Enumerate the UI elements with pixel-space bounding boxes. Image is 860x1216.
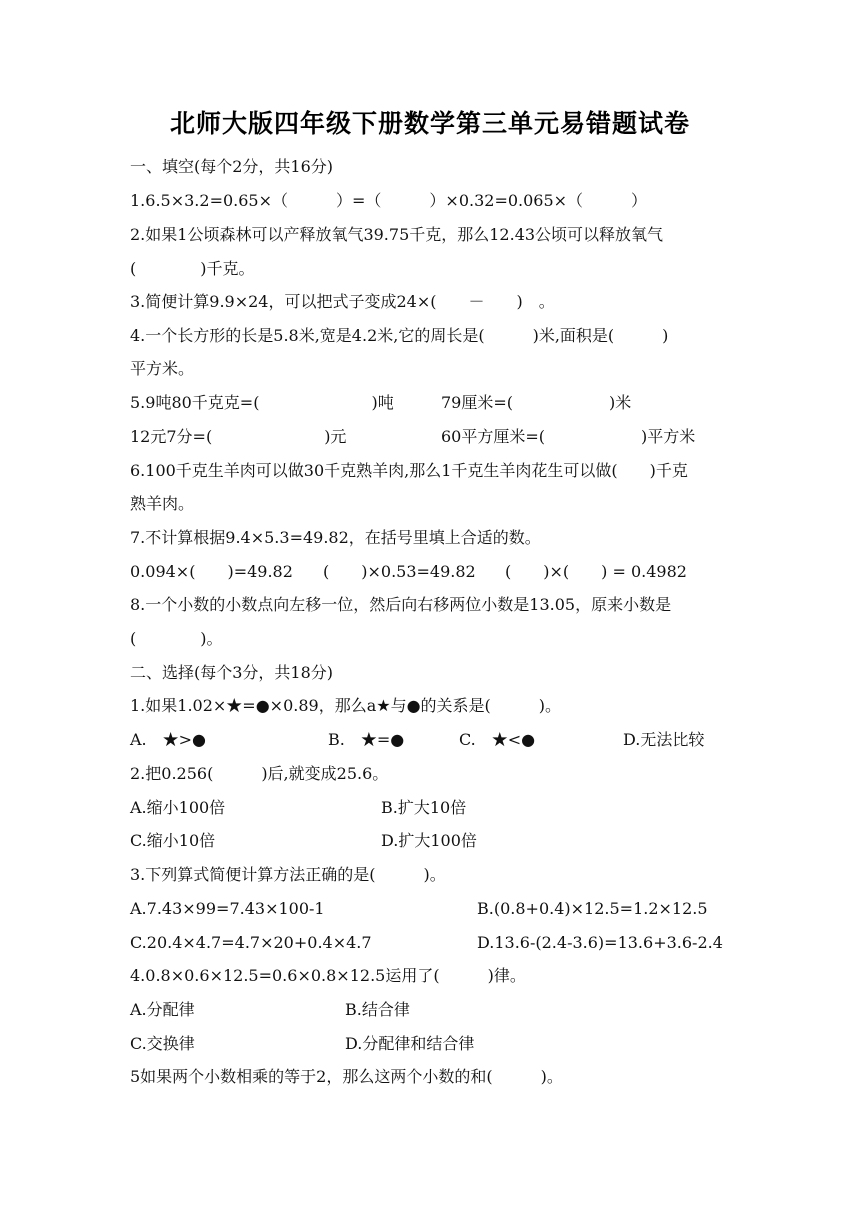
question-1-5-c: 12元7分=( )元 xyxy=(130,427,347,446)
page-title: 北师大版四年级下册数学第三单元易错题试卷 xyxy=(169,109,690,138)
question-2-1-option-b: B. ★=● xyxy=(328,730,405,749)
question-2-2-option-a: A.缩小100倍 xyxy=(130,798,226,817)
question-2-5: 5如果两个小数相乘的等于2，那么这两个小数的和( )。 xyxy=(130,1067,563,1086)
question-1-2-line-1: 2.如果1公顷森林可以产释放氧气39.75千克，那么12.43公顷可以释放氧气 xyxy=(130,225,664,244)
question-2-4-option-c: C.交换律 xyxy=(130,1034,195,1053)
question-1-6-line-1: 6.100千克生羊肉可以做30千克熟羊肉,那么1千克生羊肉花生可以做( )千克 xyxy=(130,461,688,480)
question-2-4: 4.0.8×0.6×12.5=0.6×0.8×12.5运用了( )律。 xyxy=(130,966,526,985)
question-1-7-b: ( )×0.53=49.82 xyxy=(323,562,476,581)
question-2-2: 2.把0.256( )后,就变成25.6。 xyxy=(130,764,389,783)
question-1-5-b: 79厘米=( )米 xyxy=(441,393,632,412)
question-1-5-a: 5.9吨80千克克=( )吨 xyxy=(130,393,394,412)
question-1-4-line-1: 4.一个长方形的长是5.8米,宽是4.2米,它的周长是( )米,面积是( ) xyxy=(130,326,669,345)
question-1-7-a: 0.094×( )=49.82 xyxy=(130,562,293,581)
question-2-3-option-a: A.7.43×99=7.43×100-1 xyxy=(130,899,325,918)
question-2-2-option-c: C.缩小10倍 xyxy=(130,831,216,850)
question-1-2-line-2: ( )千克。 xyxy=(130,259,255,278)
question-1-1: 1.6.5×3.2=0.65×（ ）=（ ）×0.32=0.065×（ ） xyxy=(130,191,648,210)
section-2-heading: 二、选择(每个3分，共18分) xyxy=(130,663,334,682)
question-2-1-option-a: A. ★>● xyxy=(130,730,207,749)
question-1-3: 3.简便计算9.9×24，可以把式子变成24×( － ) 。 xyxy=(130,292,555,311)
question-2-1-option-d: D.无法比较 xyxy=(623,730,705,749)
question-2-3: 3.下列算式简便计算方法正确的是( )。 xyxy=(130,865,446,884)
question-2-4-option-d: D.分配律和结合律 xyxy=(345,1034,475,1053)
question-1-4-line-2: 平方米。 xyxy=(130,359,195,378)
question-2-1: 1.如果1.02×★=●×0.89，那么a★与●的关系是( )。 xyxy=(130,696,562,715)
question-2-2-option-d: D.扩大100倍 xyxy=(381,831,477,850)
question-2-2-option-b: B.扩大10倍 xyxy=(381,798,467,817)
question-2-3-option-c: C.20.4×4.7=4.7×20+0.4×4.7 xyxy=(130,933,372,952)
question-2-4-option-b: B.结合律 xyxy=(345,1000,410,1019)
question-1-6-line-2: 熟羊肉。 xyxy=(130,494,195,513)
question-1-8-line-1: 8.一个小数的小数点向左移一位，然后向右移两位小数是13.05，原来小数是 xyxy=(130,595,672,614)
section-1-heading: 一、填空(每个2分，共16分) xyxy=(130,157,334,176)
question-1-7: 7.不计算根据9.4×5.3=49.82，在括号里填上合适的数。 xyxy=(130,528,541,547)
question-2-4-option-a: A.分配律 xyxy=(130,1000,195,1019)
question-2-1-option-c: C. ★<● xyxy=(459,730,536,749)
question-1-7-c: ( )×( ) = 0.4982 xyxy=(505,562,687,581)
question-2-3-option-d: D.13.6-(2.4-3.6)=13.6+3.6-2.4 xyxy=(477,933,723,952)
question-1-5-d: 60平方厘米=( )平方米 xyxy=(441,427,696,446)
question-1-8-line-2: ( )。 xyxy=(130,629,223,648)
question-2-3-option-b: B.(0.8+0.4)×12.5=1.2×12.5 xyxy=(477,899,708,918)
